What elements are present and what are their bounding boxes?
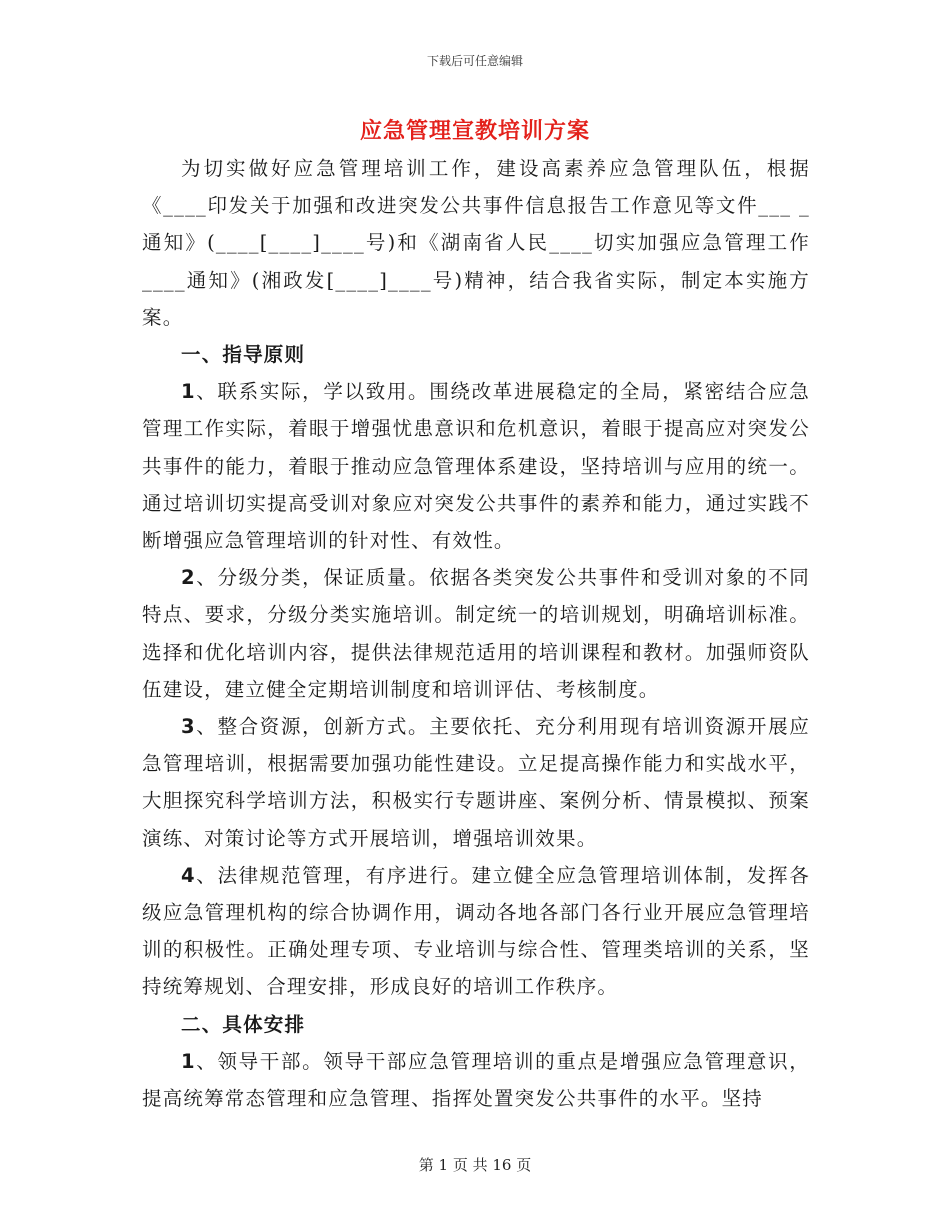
- section-heading-guiding-principles: 一、指导原则: [181, 343, 306, 367]
- item-number: 4: [181, 863, 196, 887]
- arrangement-paragraph-1: [142, 1043, 810, 1117]
- item-text: 、分级分类，保证质量。依据各类突发公共事件和受训对象的不同特点、要求，分级分类实施培训。制定统一的培训规划，明确培训标准。选择和优化培训内容，提供法律规范适用的培训课程和教材。加强师资队伍建设，建立健全定期培训制度和培训评估、考核制度。: [142, 566, 810, 701]
- principle-paragraph-3: [142, 708, 810, 857]
- item-text: 、整合资源，创新方式。主要依托、充分利用现有培训资源开展应急管理培训，根据需要加强功能性建设。立足提高操作能力和实战水平，大胆探究科学培训方法，积极实行专题讲座、案例分析、情景模拟、预案演练、对策讨论等方式开展培训，增强培训效果。: [142, 715, 810, 850]
- item-number: 1: [181, 380, 196, 404]
- intro-paragraph: 为切实做好应急管理培训工作，建设高素养应急管理队伍，根据《____印发关于加强和改进突发公共事件信息报告工作意见等文件___ _通知》(____[____]____号)和《湖南省人民____切实加强应急管理工作____通知》(湘政发[____]____号)精神，结合我省实际，制定本实施方案。: [142, 157, 810, 329]
- item-text: 、联系实际，学以致用。围绕改革进展稳定的全局，紧密结合应急管理工作实际，着眼于增强忧患意识和危机意识，着眼于提高应对突发公共事件的能力，着眼于推动应急管理体系建设，坚持培训与应用的统一。通过培训切实提高受训对象应对突发公共事件的素养和能力，通过实践不断增强应急管理培训的针对性、有效性。: [142, 380, 810, 553]
- principle-paragraph-2: [142, 559, 810, 708]
- page-number: 第 1 页 共 16 页: [418, 1156, 532, 1174]
- principle-paragraph-1: [142, 373, 810, 559]
- item-number: 1: [181, 1049, 196, 1073]
- item-text: 、法律规范管理，有序进行。建立健全应急管理培训体制，发挥各级应急管理机构的综合协调作用，调动各地各部门各行业开展应急管理培训的积极性。正确处理专项、专业培训与综合性、管理类培训的关系，坚持统筹规划、合理安排，形成良好的培训工作秩序。: [142, 863, 810, 999]
- item-number: 3: [181, 715, 196, 739]
- page-header: 下载后可任意编辑: [426, 54, 523, 68]
- item-text: 、领导干部。领导干部应急管理培训的重点是增强应急管理意识，提高统筹常态管理和应急管理、指挥处置突发公共事件的水平。坚持: [142, 1049, 810, 1111]
- item-number: 2: [181, 566, 196, 590]
- document-title: 应急管理宣教培训方案: [359, 118, 590, 144]
- principle-paragraph-4: [142, 857, 810, 1006]
- document-body: [142, 150, 810, 1117]
- section-heading-arrangements: 二、具体安排: [181, 1012, 306, 1036]
